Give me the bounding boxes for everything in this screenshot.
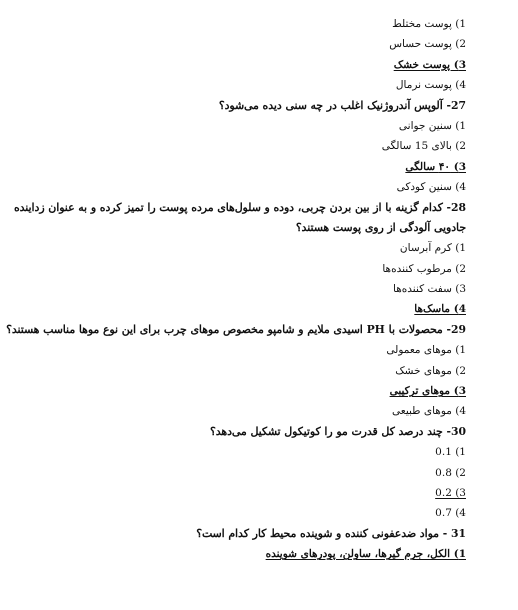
option-line — [40, 463, 466, 483]
question-30: 30- چند درصد کل قدرت مو را کوتیکول تشکیل می‌دهد؟ — [210, 424, 466, 438]
option-line — [40, 442, 466, 462]
question-29: 29- محصولات با PH اسیدی ملایم و شامپو مخصوص موهای چرب برای این نوع موها مناسب هستند؟ — [6, 322, 466, 336]
option-line: 2) مرطوب کننده‌ها — [382, 262, 466, 275]
option-line: 3) سفت کننده‌ها — [393, 283, 466, 296]
answer-text: 3) ۴۰ سالگی — [405, 160, 466, 173]
option-line: 4) موهای طبیعی — [392, 405, 466, 418]
option-line: 2) پوست حساس — [389, 38, 466, 51]
option-line: 1) موهای معمولی — [386, 344, 466, 357]
option-line: 2) بالای 15 سالگی — [381, 140, 466, 153]
option-text: 0.1 (1 — [435, 446, 466, 459]
question-27: 27- آلوپس آندروژنیک اغلب در چه سنی دیده می‌شود؟ — [218, 98, 466, 112]
option-line: 1) کرم آبرسان — [399, 242, 466, 255]
answer-line — [40, 55, 466, 75]
answer-text: 3) موهای ترکیبی — [389, 385, 466, 398]
answer-line — [40, 544, 466, 564]
answer-line — [40, 483, 466, 503]
option-line: 1) پوست مختلط — [392, 18, 466, 30]
option-line: 4) سنین کودکی — [396, 181, 466, 194]
answer-line — [40, 381, 466, 401]
answer-text: 3) پوست خشک — [393, 58, 466, 71]
answer-text: 0.2 (3 — [435, 486, 466, 499]
question-28-continued: جادویی آلودگی از روی پوست هستند؟ — [295, 220, 466, 234]
option-line: 4) پوست نرمال — [395, 79, 466, 92]
answer-line — [40, 157, 466, 177]
question-28: 28- کدام گزینه با از بین بردن چربی، دوده و سلول‌های مرده پوست را تمیز کرده و به عنوان زداینده — [13, 200, 466, 214]
answer-line — [40, 299, 466, 319]
question-31: 31 - مواد ضدعفونی کننده و شوینده محیط کار کدام است؟ — [196, 526, 466, 540]
option-line — [40, 503, 466, 523]
option-line: 2) موهای خشک — [395, 364, 466, 377]
option-text: 0.8 (2 — [435, 466, 466, 479]
answer-text: 1) الکل، جرم گیرها، ساولن، پودرهای شوینده — [265, 548, 466, 561]
option-text: 0.7 (4 — [435, 507, 466, 520]
answer-text: 4) ماسک‌ها — [414, 303, 466, 316]
option-line: 1) سنین جوانی — [398, 119, 466, 132]
